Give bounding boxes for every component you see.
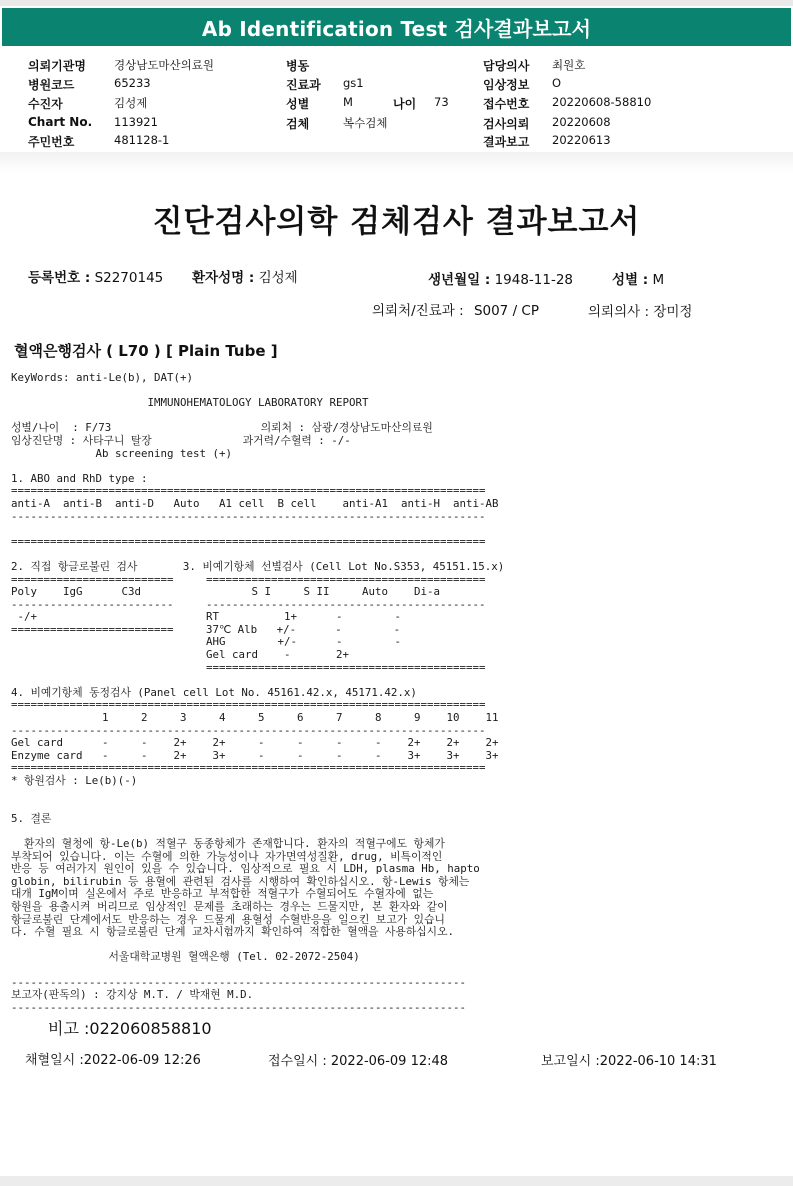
field-value-hospital-code: 65233	[114, 76, 151, 90]
report-line	[11, 800, 504, 813]
report-line: Gel card - - 2+ 2+ - - - - 2+ 2+ 2+	[11, 736, 499, 750]
patient-name	[192, 266, 298, 286]
report-line: 부착되어 있습니다. 이는 수혈에 의한 가능성이나 자가면역성질환, drug, 비특이적인	[11, 849, 443, 863]
reported-value: 2022-06-10 14:31	[599, 1054, 717, 1069]
report-line	[11, 460, 504, 473]
registration-number	[28, 266, 163, 286]
report-line: ===========================================	[11, 660, 486, 674]
field-label-patient: 수진자	[28, 97, 63, 111]
department-label: 의뢰처/진료과 :	[372, 303, 464, 319]
department-value: S007 / CP	[473, 303, 539, 319]
report-line: ----------------------------------------------------------------------	[11, 975, 467, 989]
collection-value: 2022-06-09 12:26	[83, 1053, 201, 1068]
report-line: Enzyme card - - 2+ 3+ - - - - 3+ 3+ 3+	[11, 748, 499, 762]
report-line: 환자의 혈청에 항-Le(b) 적혈구 동종항체가 존재합니다. 환자의 적혈구에도 항체가	[11, 836, 445, 850]
field-label-accession-no: 접수번호	[483, 97, 530, 111]
report-line: ------------------------- -------------------------------------------	[11, 597, 486, 611]
field-label-chart-no: Chart No.	[28, 115, 93, 129]
received-time	[268, 1050, 448, 1069]
report-line: =========================================================================	[11, 534, 486, 548]
report-line: 다. 수혈 필요 시 항글로불린 단계 교차시험까지 확인하여 적합한 혈액을 사용하십시오.	[11, 925, 455, 939]
report-line: 대개 IgM이며 실온에서 주로 반응하고 부적합한 적혈구가 수혈되어도 수혈자에 없는	[11, 887, 434, 901]
field-value-department: gs1	[343, 76, 364, 90]
section-divider	[0, 152, 793, 174]
report-line	[11, 964, 504, 977]
report-line: 5. 결론	[11, 811, 52, 825]
field-label-hospital-code: 병원코드	[28, 78, 75, 92]
requesting-department	[372, 299, 539, 319]
birth-date	[428, 268, 573, 288]
bottom-border	[0, 1176, 793, 1186]
field-label-department: 진료과	[286, 78, 321, 92]
report-line	[11, 788, 504, 801]
field-label-report-date: 결과보고	[483, 135, 530, 149]
top-border	[0, 0, 793, 6]
patient-name-label: 환자성명 :	[192, 270, 255, 286]
report-line	[11, 523, 504, 536]
report-line: IMMUNOHEMATOLOGY LABORATORY REPORT	[11, 396, 369, 410]
report-line: 4. 비예기항체 동정검사 (Panel cell Lot No. 45161.42.x, 45171.42.x)	[11, 685, 417, 699]
field-value-resident-no: 481128-1	[114, 133, 170, 147]
field-label-doctor: 담당의사	[483, 59, 530, 73]
birth-date-label: 생년월일 :	[428, 272, 491, 288]
note	[48, 1016, 212, 1039]
patient-sex-label: 성별 :	[612, 272, 649, 288]
field-label-sex: 성별	[286, 97, 310, 111]
report-line: * 항원검사 : Le(b)(-)	[11, 774, 138, 787]
field-label-institution: 의뢰기관명	[28, 59, 86, 73]
field-value-sex: M	[343, 95, 353, 109]
field-value-doctor: 최원호	[552, 58, 586, 72]
patient-sex-value: M	[652, 272, 665, 288]
report-line: 항원을 용출시켜 버리므로 임상적인 문제를 초래하는 경우는 드물지만, 본 환자와 같이	[11, 899, 448, 913]
report-line: 반응 등 여러가지 원인이 있을 수 있습니다. 임상적으로 필요 시 LDH, plasma Hb, hapto	[11, 862, 480, 876]
collection-time	[25, 1049, 201, 1068]
note-value: 022060858810	[89, 1019, 212, 1038]
report-line: -/+ RT 1+ - -	[11, 610, 402, 624]
report-line: 항글로불린 단계에서도 반응하는 경우 드물게 용혈성 수혈반응을 일으킨 보고가 있습니	[11, 912, 445, 926]
field-label-resident-no: 주민번호	[28, 135, 75, 149]
lab-report-body	[11, 372, 504, 1014]
report-line: =========================================================================	[11, 761, 486, 775]
report-line: ----------------------------------------------------------------------	[11, 1000, 467, 1014]
report-line: globin, bilirubin 등 용혈에 관련된 검사를 시행하여 확인하십시오. 항-Lewis 항체는	[11, 874, 470, 888]
field-label-age: 나이	[393, 97, 417, 111]
report-line: 2. 직접 항글로불린 검사 3. 비예기항체 선별검사 (Cell Lot No.S353, 45151.15.x)	[11, 559, 505, 573]
field-value-clinical-info: O	[552, 76, 562, 90]
doctor-label: 의뢰의사 :	[588, 304, 650, 320]
blood-bank-section-title: 혈액은행검사 ( L70 ) [ Plain Tube ]	[14, 342, 278, 360]
report-line: 1 2 3 4 5 6 7 8 9 10 11	[11, 711, 499, 725]
registration-label: 등록번호 :	[28, 270, 91, 286]
report-line: ========================= ===========================================	[11, 572, 486, 586]
report-line: =========================================================================	[11, 484, 486, 498]
report-banner: Ab Identification Test 검사결과보고서	[2, 8, 791, 46]
received-value: 2022-06-09 12:48	[330, 1054, 449, 1069]
field-value-specimen: 복수검체	[343, 116, 388, 130]
field-value-institution: 경상남도마산의료원	[114, 58, 214, 72]
report-line: AHG +/- - -	[11, 635, 402, 649]
field-value-report-date: 20220613	[552, 133, 611, 147]
report-title: 진단검사의학 검체검사 결과보고서	[152, 204, 641, 240]
report-line	[11, 674, 504, 687]
collection-label: 채혈일시 :	[25, 1053, 84, 1068]
report-line: KeyWords: anti-Le(b), DAT(+)	[11, 371, 194, 384]
report-line: ========================= 37℃ Alb +/- - -	[11, 622, 401, 636]
report-line: 성별/나이 : F/73 의뢰처 : 삼광/경상남도마산의료원	[11, 421, 433, 435]
birth-date-value: 1948-11-28	[494, 272, 574, 288]
doctor-value: 장미정	[653, 304, 693, 320]
field-value-chart-no: 113921	[114, 115, 158, 129]
report-line: -------------------------------------------------------------------------	[11, 723, 486, 737]
reported-time	[541, 1050, 717, 1069]
field-label-ward: 병동	[286, 59, 310, 73]
report-line: =========================================================================	[11, 698, 486, 712]
report-line: 임상진단명 : 사타구니 탈장 과거력/수혈력 : -/-	[11, 433, 351, 447]
registration-value: S2270145	[94, 270, 164, 286]
patient-sex	[612, 268, 664, 288]
field-value-patient: 김성제	[114, 96, 148, 110]
report-line: -------------------------------------------------------------------------	[11, 509, 486, 523]
note-label: 비고 :	[48, 1019, 90, 1038]
field-label-specimen: 검체	[286, 117, 310, 131]
report-line: 서울대학교병원 혈액은행 (Tel. 02-2072-2504)	[11, 950, 360, 964]
report-line: Poly IgG C3d S I S II Auto Di-a	[11, 585, 441, 599]
report-line: anti-A anti-B anti-D Auto A1 cell B cell anti-A1 anti-H anti-AB	[11, 496, 499, 510]
field-value-request-date: 20220608	[552, 115, 611, 129]
report-line: 보고자(판독의) : 강지상 M.T. / 박재현 M.D.	[11, 988, 254, 1002]
report-line: Gel card - 2+	[11, 648, 350, 662]
requesting-doctor	[588, 300, 692, 320]
reported-label: 보고일시 :	[541, 1054, 600, 1069]
field-value-accession-no: 20220608-58810	[552, 95, 652, 109]
report-line: Ab screening test (+)	[11, 446, 233, 460]
field-label-request-date: 검사의뢰	[483, 117, 530, 131]
received-label: 접수일시 :	[268, 1054, 327, 1069]
report-line: 1. ABO and RhD type :	[11, 471, 148, 485]
field-value-age: 73	[434, 95, 449, 109]
patient-name-value: 김성제	[258, 270, 298, 286]
field-label-clinical-info: 임상정보	[483, 78, 530, 92]
